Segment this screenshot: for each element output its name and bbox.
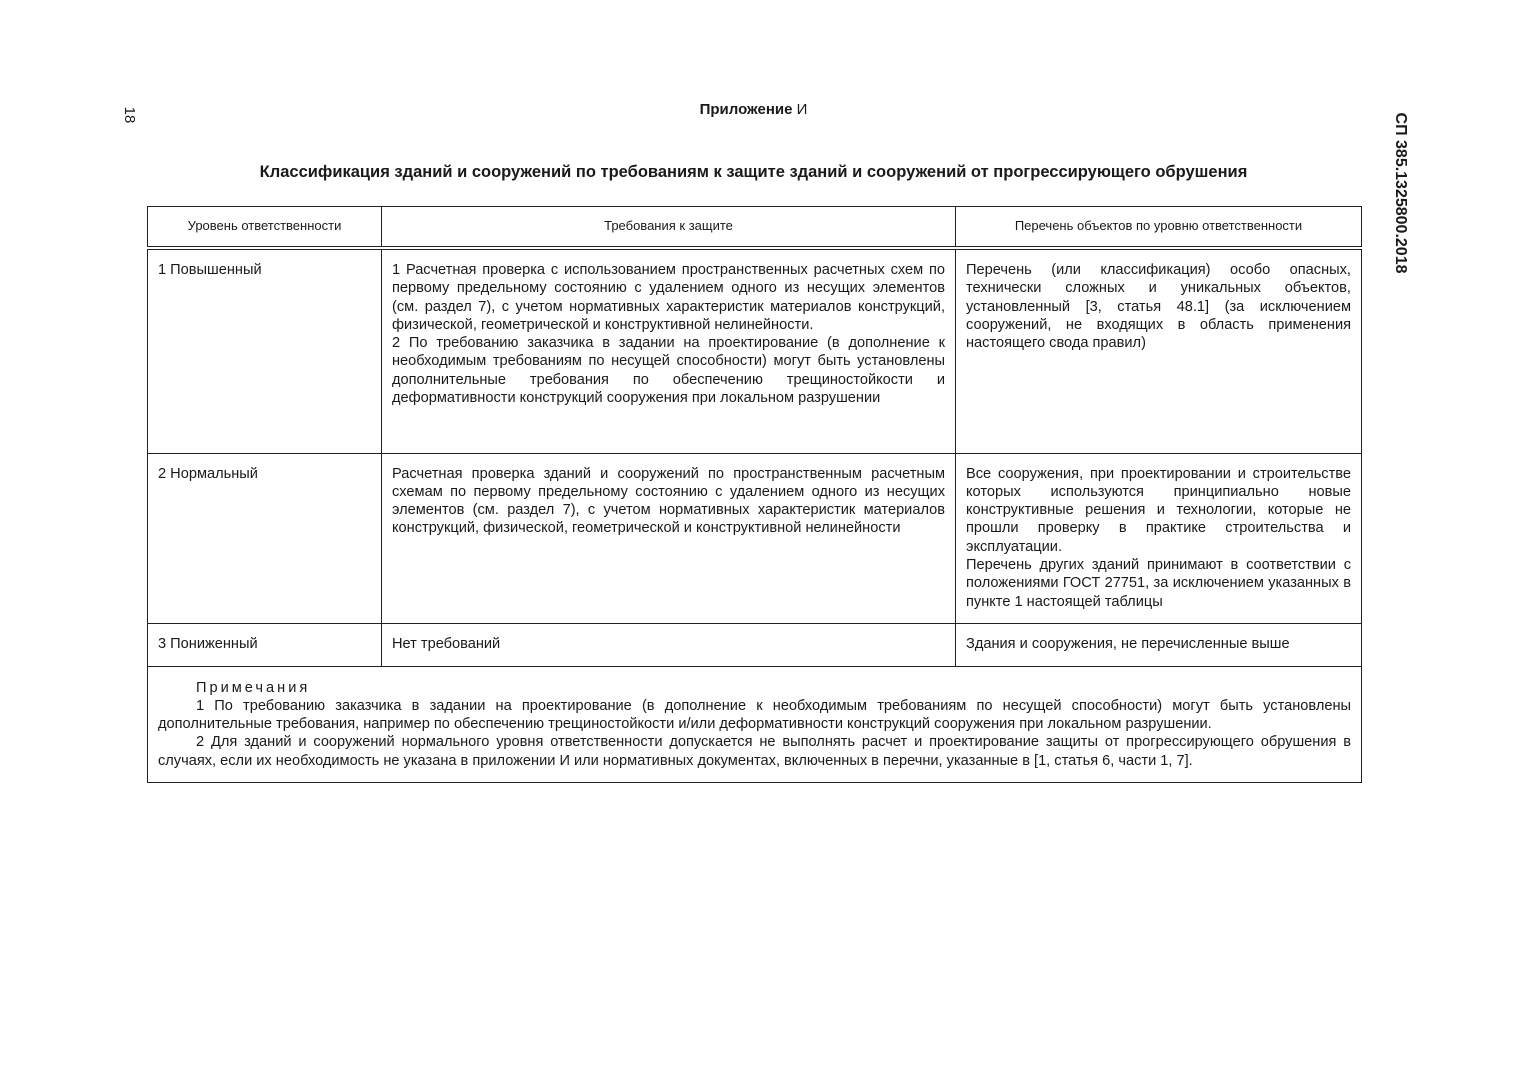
objects-paragraph: Перечень других зданий принимают в соответствии с положениями ГОСТ 27751, за исключением указанных в пункте 1 настоящей таблицы <box>966 556 1351 610</box>
cell-objects <box>956 248 1362 453</box>
requirement-paragraph: 1 Расчетная проверка с использованием пространственных расчетных схем по первому предельному состоянию с удалением одного из несущих элементов (см. раздел 7), с учетом нормативных характеристик материалов конструкций, физической, геометрической и конструктивной нелинейности. <box>392 262 945 333</box>
table-header-row <box>148 207 1362 249</box>
document-code: СП 385.1325800.2018 <box>1392 112 1409 274</box>
header-responsibility-level: Уровень ответственности <box>148 207 382 249</box>
table-row <box>148 453 1362 623</box>
objects-paragraph: Здания и сооружения, не перечисленные выше <box>966 635 1290 652</box>
note-item: 1 По требованию заказчика в задании на проектирование (в дополнение к необходимым требованиям по несущей способности) могут быть установлены дополнительные требования, например по обеспечению трещиностойкости и/или деформативности конструкций сооружения при локальном разрушении. <box>158 697 1351 733</box>
cell-requirements <box>382 623 956 666</box>
objects-paragraph: Все сооружения, при проектировании и строительстве которых используются принципиально новые конструктивные решения и технологии, которые не прошли проверку в практике строительства и эксплуатации. <box>966 465 1351 555</box>
cell-objects <box>956 623 1362 666</box>
cell-requirements <box>382 248 956 453</box>
table-row <box>148 623 1362 666</box>
notes-row <box>148 666 1362 782</box>
table-title: Классификация зданий и сооружений по требованиям к защите зданий и сооружений от прогрессирующего обрушения <box>259 163 1248 181</box>
cell-level: 2 Нормальный <box>148 453 382 623</box>
header-object-list: Перечень объектов по уровню ответственности <box>956 207 1362 249</box>
table-row <box>148 248 1362 453</box>
requirement-paragraph: Расчетная проверка зданий и сооружений по пространственным расчетным схемам по первому предельному состоянию с удалением одного из несущих элементов (см. раздел 7), с учетом нормативных характеристик материалов конструкций, физической, геометрической и конструктивной нелинейности <box>392 465 945 537</box>
cell-objects <box>956 453 1362 623</box>
cell-requirements <box>382 453 956 623</box>
note-item: 2 Для зданий и сооружений нормального уровня ответственности допускается не выполнять расчет и проектирование защиты от прогрессирующего обрушения в случаях, если их необходимость не указана в приложении И или нормативных документах, включенных в перечни, указанные в [1, статья 6, части 1, 7]. <box>158 734 1351 769</box>
classification-table <box>147 206 1362 783</box>
requirement-paragraph: Нет требований <box>392 635 501 652</box>
requirement-paragraph: 2 По требованию заказчика в задании на проектирование (в дополнение к необходимым требованиям по несущей способности) могут быть установлены дополнительные требования по обеспечению трещиностойкости и деформативности конструкций сооружения при локальном разрушении <box>392 335 945 407</box>
header-protection-requirements: Требования к защите <box>382 207 956 249</box>
appendix-label: Приложение <box>699 101 793 118</box>
objects-paragraph: Перечень (или классификация) особо опасных, технически сложных и уникальных объектов, установленный [3, статья 48.1] (за исключением сооружений, не входящих в область применения настоящего свода правил) <box>966 262 1351 352</box>
cell-level: 3 Пониженный <box>148 623 382 666</box>
appendix-letter: И <box>796 101 808 118</box>
notes-cell <box>148 666 1362 782</box>
page-number: 18 <box>121 106 138 124</box>
appendix-heading <box>0 99 1507 121</box>
cell-level: 1 Повышенный <box>148 248 382 453</box>
notes-heading: Примечания <box>196 679 311 696</box>
